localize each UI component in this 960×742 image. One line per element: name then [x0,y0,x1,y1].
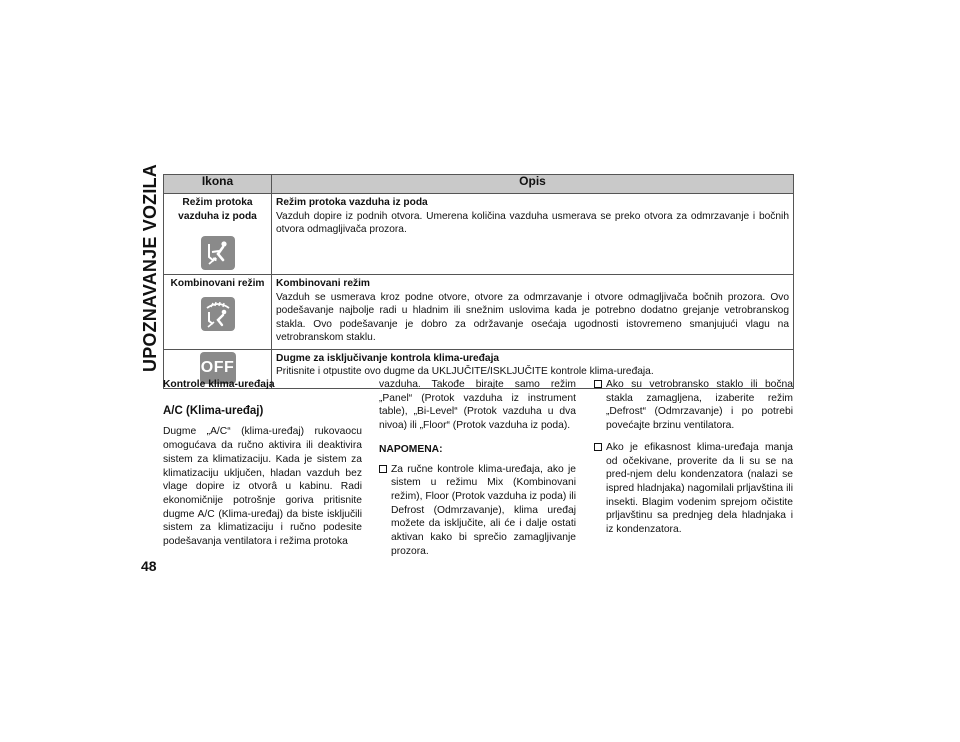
page-number: 48 [141,558,157,574]
checkbox-bullet-icon [379,465,387,473]
table-header-icon: Ikona [164,175,272,194]
list-item-text: Za ručne kontrole klima-uređaja, ako je sistem u režimu Mix (Kombinovani režim), Floor (Protok vazduha iz poda) ili Defrost (Odmrzavanje), klima uređaj možete da isključite, ali će i dalje ostati aktivan kako bi sprečio zamagljivanje prozora. [391,463,576,557]
description-text: Vazduh se usmerava kroz podne otvore, otvore za odmrzavanje i otvore odmagljivača bočnih prozora. Ovo podešavanje najbolje radi u hladnim ili snežnim uslovima kada je potrebno dodatno grejanje vetrobranskog stakla. Ovo podešavanje je dobro za održavanje osećaja ugodnosti istovremeno smanjujući vlagu na vetrobranskom staklu. [276,291,789,343]
description-title: Kombinovani režim [276,278,370,289]
text-column-3 [594,378,793,545]
table-description-cell [272,194,794,275]
text-column-2 [379,378,576,566]
floor-airflow-icon [201,236,235,270]
description-title: Dugme za isključivanje kontrola klima-uređaja [276,352,500,364]
table-icon-cell [164,275,272,350]
table-row [164,275,794,350]
checkbox-bullet-icon [594,380,602,388]
body-paragraph: Dugme „A/C“ (klima-uređaj) rukovaocu omogućava da ručno aktivira ili deaktivira sistem za klimatizaciju. Kada je sistem za klimatizaciju uključen, hladan vazduh bez vlage dopire iz otvorâ u kabinu. Radi ekonomičnije potrošnje goriva pritisnite dugme A/C (Klima-uređaj) da biste isključili sistem za klimatizaciju i ručno podesite podešavanja ventilatora i režima protoka [163,426,362,548]
description-text: Pritisnite i otpustite ovo dugme da UKLJUČITE/ISKLJUČITE kontrole klima-uređaja. [276,366,654,377]
text-column-1 [163,378,362,549]
description-text: Vazduh dopire iz podnih otvora. Umerena količina vazduha usmerava se preko otvora za odmrzavanje i bočnih otvora odmagljivača prozora. [276,210,789,235]
section-heading: Kontrole klima-uređaja [163,379,275,390]
climate-icon-table [163,174,794,389]
table-icon-cell [164,194,272,275]
mix-mode-icon [201,297,235,331]
icon-cell-label: Kombinovani režim [170,278,265,289]
list-item [594,441,793,537]
table-description-cell [272,275,794,350]
description-title: Režim protoka vazduha iz poda [276,197,428,208]
body-paragraph: vazduha. Takođe birajte samo režim „Panel“ (Protok vazduha iz instrument table), „Bi-Level“ (Protok vazduha u dva nivoa) ili „Floor“ (Protok vazduha iz poda). [379,379,576,432]
list-item-text: Ako su vetrobransko staklo ili bočna stakla zamagljena, izaberite režim „Defrost“ (Odmrzavanje) i po potrebi povećajte brzinu ventilatora. [606,379,793,432]
note-heading: NAPOMENA: [379,443,443,455]
table-row [164,194,794,275]
table-header-description: Opis [272,175,794,194]
list-item-text: Ako je efikasnost klima-uređaja manja od očekivane, proverite da li su se na pred-njem delu kondenzatora (nalazi se ispred hladnjaka) nagomilali prljavština ili insekti. Blagim vodenim sprejom očistite prljavštinu sa prednjeg dela hladnjaka i iz kondenzatora. [606,441,793,536]
subheading: A/C (Klima-uređaj) [163,404,264,417]
chapter-side-title [138,164,162,372]
checkbox-bullet-icon [594,443,602,451]
list-item [594,378,793,433]
table-header-row [164,175,794,194]
icon-cell-label: Režim protoka vazduha iz poda [178,197,257,222]
off-icon-text: OFF [200,358,235,376]
chapter-side-title-text: UPOZNAVANJE VOZILA [140,164,160,372]
list-item [379,463,576,559]
